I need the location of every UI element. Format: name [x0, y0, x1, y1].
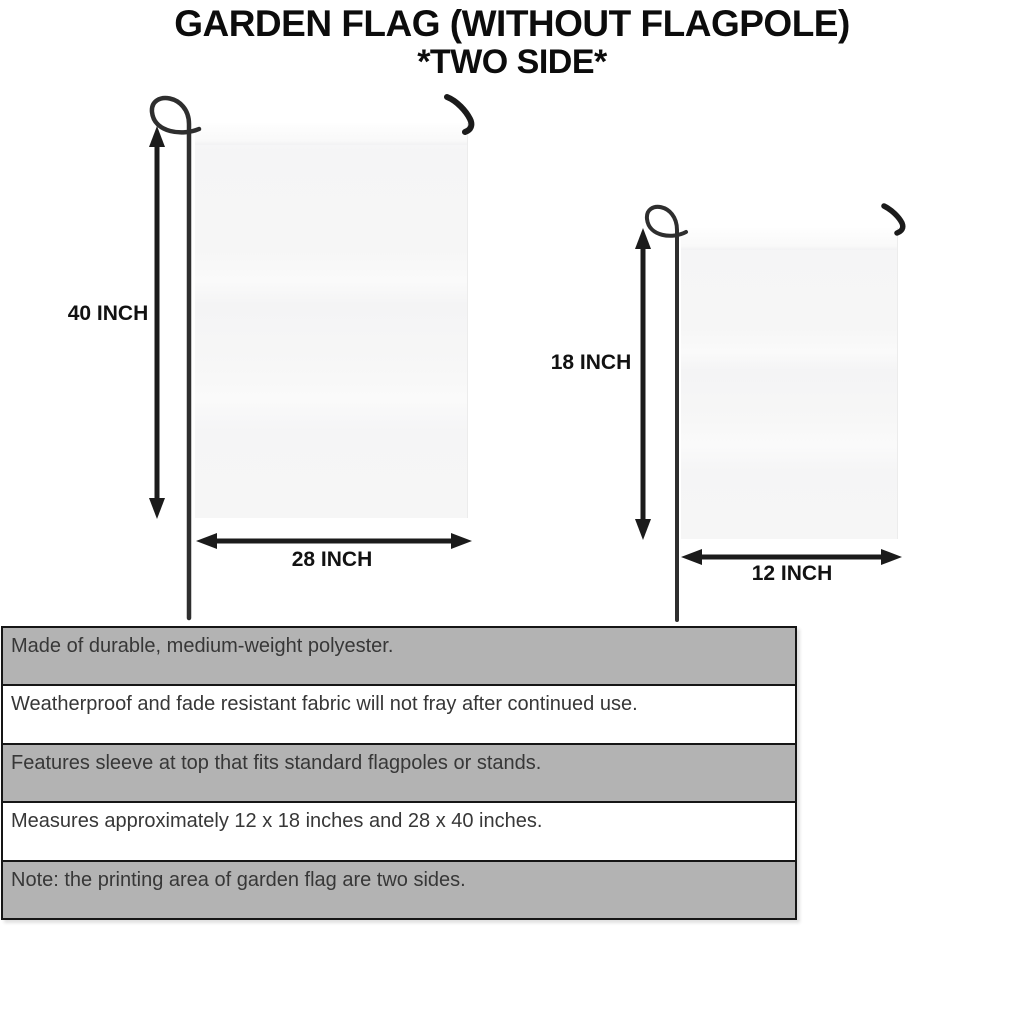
small-flag-width-label: 12 INCH: [751, 562, 833, 585]
table-row: Features sleeve at top that fits standard flagpoles or stands.: [3, 745, 795, 803]
small-flag-height-label: 18 INCH: [550, 351, 632, 374]
large-flag-width-arrow-icon: [196, 533, 472, 549]
table-row: Made of durable, medium-weight polyester.: [3, 628, 795, 686]
table-row: Note: the printing area of garden flag are two sides.: [3, 862, 795, 918]
large-flag-width-label: 28 INCH: [291, 548, 373, 571]
hook-icon: [884, 206, 903, 233]
hook-icon: [447, 97, 471, 132]
flagpole-icon: [647, 207, 686, 620]
large-flag-height-label: 40 INCH: [67, 302, 149, 325]
feature-table: [1, 626, 797, 920]
page-subtitle: *TWO SIDE*: [417, 43, 607, 81]
table-row: Weatherproof and fade resistant fabric will not fray after continued use.: [3, 686, 795, 744]
page-title: GARDEN FLAG (WITHOUT FLAGPOLE): [174, 3, 850, 44]
small-flag-height-arrow-icon: [635, 228, 651, 540]
table-row: Measures approximately 12 x 18 inches and 28 x 40 inches.: [3, 803, 795, 861]
